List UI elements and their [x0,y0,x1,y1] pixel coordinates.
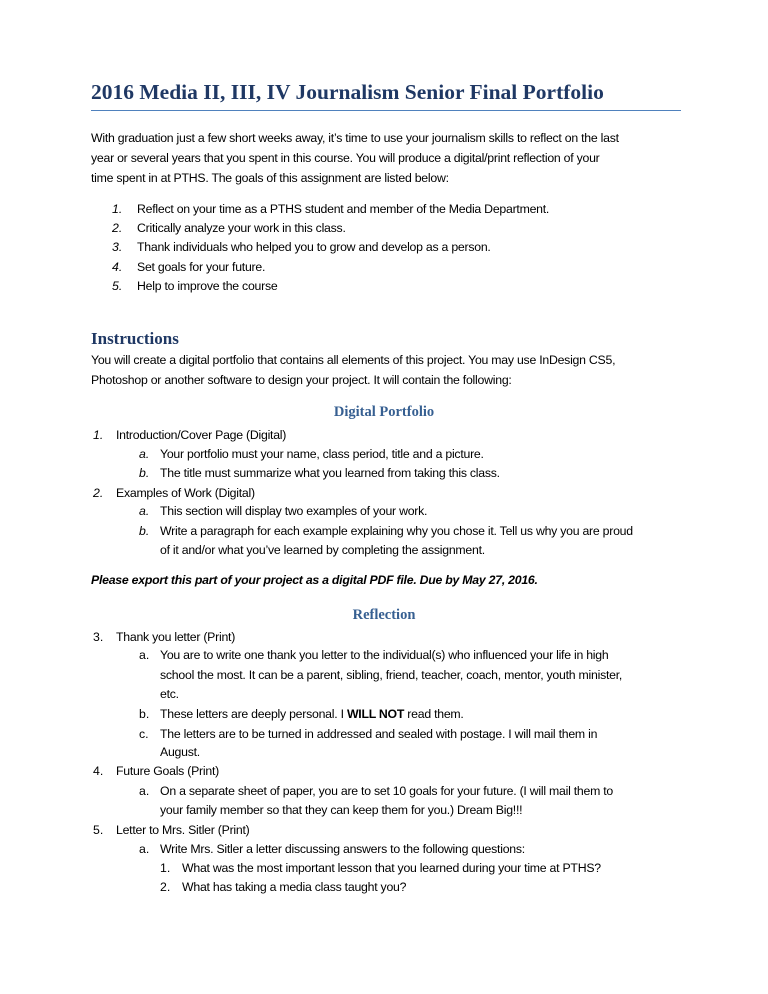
sublist-item: On a separate sheet of paper, you are to set 10 goals for your future. (I will mail them to [160,784,613,798]
goal-number: 2. [112,221,123,235]
goal-text: Thank individuals who helped you to grow and develop as a person. [137,240,491,254]
list-item: Letter to Mrs. Sitler (Print) [116,823,250,837]
sublist-letter: a. [139,648,150,662]
sublist-item-text: read them. [404,707,464,721]
sublist-letter: a. [139,784,150,798]
list-item: Thank you letter (Print) [116,630,236,644]
goal-number: 3. [112,240,123,254]
sublist-item [160,707,464,722]
question-number: 2. [160,880,171,894]
goal-number: 5. [112,279,123,293]
sublist-letter: a. [139,447,150,461]
list-number: 3. [93,630,104,644]
page-title: 2016 Media II, III, IV Journalism Senior Final Portfolio [91,80,604,104]
sublist-item: Your portfolio must your name, class period, title and a picture. [160,447,484,461]
instructions-line-2: Photoshop or another software to design your project. It will contain the following: [91,373,512,387]
sublist-item-continued: your family member so that they can keep them for you.) Dream Big!!! [160,803,523,817]
list-item: Future Goals (Print) [116,764,219,778]
sublist-item: The letters are to be turned in addressed and sealed with postage. I will mail them in [160,727,598,741]
goal-text: Help to improve the course [137,279,278,293]
sublist-item: You are to write one thank you letter to the individual(s) who influenced your life in high [160,648,609,662]
sublist-item: The title must summarize what you learned from taking this class. [160,466,500,480]
sublist-letter: a. [139,504,150,518]
question-number: 1. [160,861,171,875]
intro-line-3: time spent in at PTHS. The goals of this assignment are listed below: [91,171,449,185]
list-number: 1. [93,428,104,442]
digital-portfolio-heading: Digital Portfolio [333,404,435,420]
goal-text: Critically analyze your work in this class. [137,221,346,235]
sublist-item: Write Mrs. Sitler a letter discussing answers to the following questions: [160,842,525,856]
list-number: 2. [93,486,104,500]
emphasis-text: WILL NOT [346,707,405,721]
sublist-letter: a. [139,842,150,856]
sublist-item-continued: school the most. It can be a parent, sibling, friend, teacher, coach, mentor, youth minister, [160,668,623,682]
title-underline [91,110,681,111]
goal-text: Reflect on your time as a PTHS student and member of the Media Department. [137,202,550,216]
sublist-item-continued: August. [160,745,200,759]
sublist-item-continued: of it and/or what you’ve learned by completing the assignment. [160,543,485,557]
instructions-heading: Instructions [91,329,179,348]
sublist-item: This section will display two examples of your work. [160,504,428,518]
goal-text: Set goals for your future. [137,260,266,274]
list-item: Examples of Work (Digital) [116,486,255,500]
sublist-letter: c. [139,727,149,741]
sublist-item-continued: etc. [160,687,179,701]
list-number: 4. [93,764,104,778]
sublist-item-text: These letters are deeply personal. I [160,707,347,721]
sublist-letter: b. [139,524,150,538]
sublist-letter: b. [139,466,150,480]
intro-line-2: year or several years that you spent in this course. You will produce a digital/print reflection of your [91,151,600,165]
intro-line-1: With graduation just a few short weeks away, it’s time to use your journalism skills to reflect on the last [91,131,619,145]
question-text: What was the most important lesson that you learned during your time at PTHS? [182,861,601,875]
goal-number: 1. [112,202,123,216]
instructions-line-1: You will create a digital portfolio that contains all elements of this project. You may use InDesign CS5, [91,353,616,367]
reflection-heading: Reflection [352,607,416,623]
sublist-letter: b. [139,707,150,721]
export-note: Please export this part of your project as a digital PDF file. Due by May 27, 2016. [91,573,538,587]
sublist-item: Write a paragraph for each example explaining why you chose it. Tell us why you are proud [160,524,633,538]
list-item: Introduction/Cover Page (Digital) [116,428,287,442]
goal-number: 4. [112,260,123,274]
question-text: What has taking a media class taught you? [182,880,407,894]
list-number: 5. [93,823,104,837]
